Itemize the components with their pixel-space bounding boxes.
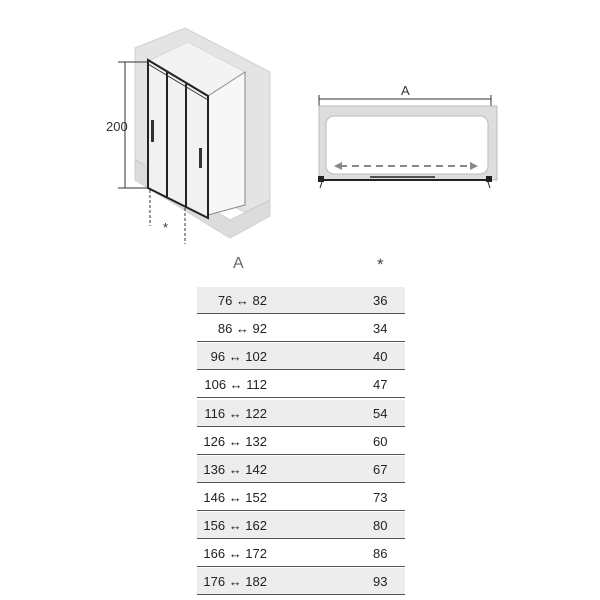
row-value: 80 <box>373 518 388 534</box>
row-range: 76 ↔ 82 <box>217 293 267 308</box>
row-range: 126 ↔ 132 <box>203 433 267 449</box>
header-a: A <box>233 255 244 272</box>
row-range: 136 ↔ 142 <box>203 461 267 477</box>
row-value: 86 <box>373 546 388 562</box>
row-range: 106 ↔ 112 <box>204 377 267 393</box>
table-body <box>197 287 405 595</box>
width-label: A <box>401 83 410 98</box>
table-row <box>197 540 405 567</box>
foot-right <box>488 182 490 188</box>
row-range: 86 ↔ 92 <box>217 321 267 337</box>
table-row <box>197 287 405 314</box>
row-value: 54 <box>373 405 388 421</box>
row-value: 93 <box>373 574 388 590</box>
row-range: 96 ↔ 102 <box>210 349 267 365</box>
row-range: 166 ↔ 172 <box>203 546 267 562</box>
row-value: 40 <box>373 349 388 365</box>
table-row <box>197 512 405 539</box>
row-value: 34 <box>373 321 388 337</box>
track-end-right <box>486 176 492 182</box>
row-value: 36 <box>373 293 388 308</box>
size-table <box>197 251 405 597</box>
table-header <box>197 251 405 287</box>
row-value: 67 <box>373 461 388 477</box>
table-row <box>197 343 405 370</box>
row-range: 116 ↔ 122 <box>204 405 267 421</box>
table-row <box>197 456 405 483</box>
table-row <box>197 315 405 342</box>
table-row <box>197 400 405 427</box>
table-row <box>197 371 405 398</box>
isometric-enclosure-diagram <box>0 0 300 260</box>
row-range: 176 ↔ 182 <box>203 574 267 590</box>
table-row <box>197 568 405 595</box>
height-label: 200 <box>106 119 128 134</box>
handle-right <box>199 148 202 168</box>
row-range: 146 ↔ 152 <box>203 489 267 505</box>
row-range: 156 ↔ 162 <box>203 518 267 534</box>
handle-left <box>151 120 154 142</box>
row-value: 60 <box>373 433 388 449</box>
side-panel <box>208 72 245 215</box>
table-row <box>197 428 405 455</box>
foot-left <box>320 182 322 188</box>
asterisk-label: * <box>163 220 169 235</box>
table-row <box>197 484 405 511</box>
row-value: 47 <box>373 377 388 393</box>
track-end-left <box>318 176 324 182</box>
plan-view-diagram <box>300 60 600 200</box>
header-asterisk: * <box>377 255 384 274</box>
row-value: 73 <box>373 489 388 505</box>
